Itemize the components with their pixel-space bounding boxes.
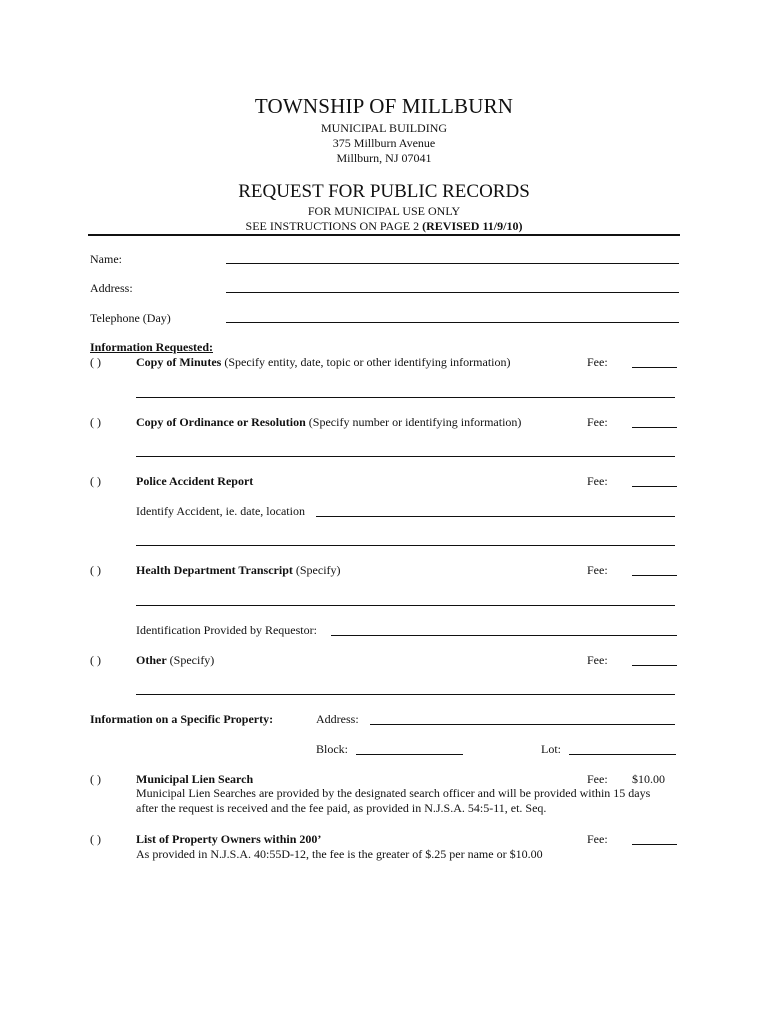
telephone-field[interactable] — [226, 322, 679, 323]
lien-desc-line-1: Municipal Lien Searches are provided by the designated search officer and will be provided within 15 days — [136, 786, 651, 800]
health-title: Health Department Transcript — [136, 563, 293, 577]
property-address-label: Address: — [316, 712, 359, 726]
accident-fee-field[interactable] — [632, 486, 677, 487]
accident-checkbox[interactable]: ( ) — [90, 474, 101, 488]
lien-title: Municipal Lien Search — [136, 772, 254, 786]
ordinance-fee-label: Fee: — [587, 415, 608, 429]
accident-fee-label: Fee: — [587, 474, 608, 488]
health-fee-label: Fee: — [587, 563, 608, 577]
name-label: Name: — [90, 252, 122, 266]
minutes-desc: (Specify entity, date, topic or other identifying information) — [221, 355, 511, 369]
township-title: TOWNSHIP OF MILLBURN — [254, 94, 514, 118]
minutes-fee-field[interactable] — [632, 367, 677, 368]
revised-date: (REVISED 11/9/10) — [422, 219, 523, 233]
ordinance-detail-field[interactable] — [136, 456, 675, 457]
lot-label: Lot: — [541, 742, 561, 756]
instructions-text: SEE INSTRUCTIONS ON PAGE 2 — [245, 219, 423, 233]
ordinance-desc: (Specify number or identifying information) — [305, 415, 522, 429]
lien-fee-value: $10.00 — [632, 772, 665, 786]
accident-detail-field[interactable] — [136, 545, 675, 546]
telephone-label: Telephone (Day) — [90, 311, 171, 325]
form-title: REQUEST FOR PUBLIC RECORDS — [238, 181, 530, 202]
name-field[interactable] — [226, 263, 679, 264]
minutes-checkbox[interactable]: ( ) — [90, 355, 101, 369]
minutes-item — [136, 355, 511, 370]
other-checkbox[interactable]: ( ) — [90, 653, 101, 667]
accident-identify-label: Identify Accident, ie. date, location — [136, 504, 305, 518]
other-title: Other — [136, 653, 167, 667]
health-detail-field[interactable] — [136, 605, 675, 606]
health-checkbox[interactable]: ( ) — [90, 563, 101, 577]
lot-field[interactable] — [569, 754, 676, 755]
other-fee-label: Fee: — [587, 653, 608, 667]
municipal-building: MUNICIPAL BUILDING — [320, 121, 448, 135]
property-address-field[interactable] — [370, 724, 675, 725]
minutes-title: Copy of Minutes — [136, 355, 222, 369]
lien-checkbox[interactable]: ( ) — [90, 772, 101, 786]
owners-fee-label: Fee: — [587, 832, 608, 846]
city-address: Millburn, NJ 07041 — [336, 151, 432, 165]
ordinance-fee-field[interactable] — [632, 427, 677, 428]
identification-field[interactable] — [331, 635, 677, 636]
block-label: Block: — [316, 742, 348, 756]
health-item — [136, 563, 341, 578]
identification-label: Identification Provided by Requestor: — [136, 623, 317, 637]
accident-title: Police Accident Report — [136, 474, 254, 488]
property-heading: Information on a Specific Property: — [90, 712, 274, 726]
other-desc: (Specify) — [166, 653, 215, 667]
health-desc: (Specify) — [292, 563, 341, 577]
lien-desc-line-2: after the request is received and the fee paid, as provided in N.J.S.A. 54:5-11, et. Seq. — [136, 801, 547, 815]
ordinance-checkbox[interactable]: ( ) — [90, 415, 101, 429]
use-note: FOR MUNICIPAL USE ONLY — [307, 204, 461, 218]
other-detail-field[interactable] — [136, 694, 675, 695]
minutes-fee-label: Fee: — [587, 355, 608, 369]
other-fee-field[interactable] — [632, 665, 677, 666]
header-divider — [88, 234, 680, 236]
ordinance-item — [136, 415, 521, 430]
minutes-detail-field[interactable] — [136, 397, 675, 398]
lien-fee-label: Fee: — [587, 772, 608, 786]
owners-checkbox[interactable]: ( ) — [90, 832, 101, 846]
street-address: 375 Millburn Avenue — [332, 136, 436, 150]
accident-identify-field[interactable] — [316, 516, 675, 517]
owners-fee-field[interactable] — [632, 844, 677, 845]
instructions-note — [0, 219, 768, 234]
information-requested-heading: Information Requested: — [90, 340, 213, 354]
owners-title: List of Property Owners within 200’ — [136, 832, 322, 846]
other-item — [136, 653, 214, 668]
owners-desc: As provided in N.J.S.A. 40:55D-12, the fee is the greater of $.25 per name or $10.00 — [136, 847, 543, 861]
block-field[interactable] — [356, 754, 463, 755]
address-field[interactable] — [226, 292, 679, 293]
health-fee-field[interactable] — [632, 575, 677, 576]
address-label: Address: — [90, 281, 133, 295]
ordinance-title: Copy of Ordinance or Resolution — [136, 415, 306, 429]
